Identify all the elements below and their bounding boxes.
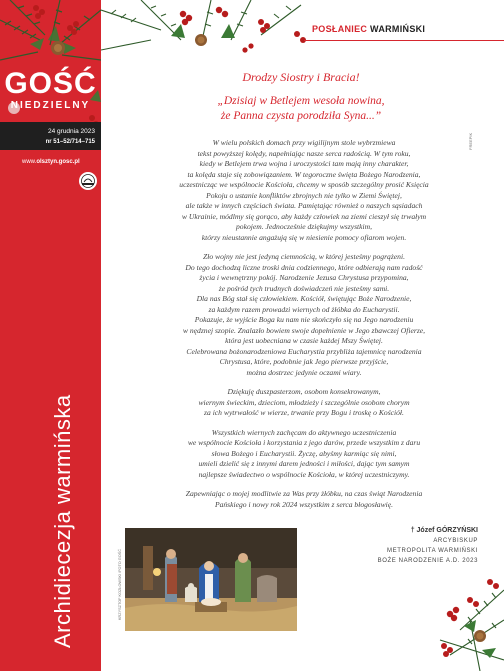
text-line: za każdym razem prowadzi wiernych od żłóbka do Eucharystii. [208,304,400,314]
text-line: wiernym świeckim, dzieciom, młodzieży i szczególnie osobom chorym [198,397,410,407]
text-line: W wielu polskich domach przy wigilijnym stole wybrzmiewa [212,138,396,147]
quote-line: że Panna czysta porodziła Syna...” [220,110,382,122]
text-line: umieli dzielić się z innymi darem jedności i miłości, dając tym samym [198,459,410,468]
publication-name-red: POSŁANIEC [312,24,368,34]
text-line: że pośród tych trudnych doświadczeń nie jesteśmy sami. [218,283,390,293]
signature-name: † Józef GÓRZYŃSKI [410,527,478,534]
text-line: Wszystkich wiernych zachęcam do aktywnego uczestniczenia [211,427,397,437]
text-line: Pokoju o ustanie konfliktów zbrojnych nie tylko w Ziemi Świętej, [206,190,402,200]
paragraph-4 [163,428,445,481]
text-line: Celebrowana bożonarodzeniowa Eucharystia przybliża tajemnicę narodzenia [186,346,422,356]
text-line: Pańskiego i nowy rok 2024 wszystkim z serca błogosławię. [214,499,394,509]
text-line: ta kolęda staje się zobowiązaniem. W tegoroczne święta Bożego Narodzenia, [187,169,421,179]
publication-name [312,24,425,34]
logo-main-text: GOŚĆ [4,67,97,100]
letter-salutation: Drodzy Siostry i Bracia! [242,70,360,84]
website-link[interactable] [22,159,80,165]
paragraph-1 [163,138,445,243]
text-line: Zapewniając o mojej modlitwie za Was przy żłóbku, na czas świąt Narodzenia [185,489,423,498]
text-line: za ich wytrwałość w wierze, trwanie przy Bogu i troskę o Kościół. [204,408,404,417]
publisher-badge-icon [78,171,98,191]
text-line: tekst powyższej kolędy, napełniając nasze serca radością. W tym roku, [197,148,411,158]
text-line: pokojem. Jednocześnie dziękujmy wszystkim, [235,222,373,231]
issue-box [0,122,101,150]
logo-sub-text: NIEDZIELNY [10,100,91,111]
text-line: uczestnicząc we wspólnocie Kościoła, chcemy w sposób szczególny prosić Księcia [179,180,429,189]
paragraph-2 [163,252,445,378]
text-line: która jest uobecniana w czasie każdej Mszy Świętej. [225,336,383,345]
text-line: słowa Bożego i Eucharystii. Życzę, abyśmy karmiąc się nimi, [211,448,397,458]
signature-place-date: BOŻE NARODZENIE A.D. 2023 [377,558,478,564]
issue-number: nr 51–52/714–715 [45,139,95,145]
text-line: we wspólnocie Kościoła i korzystania z jego darów, przede wszystkim z daru [187,438,421,447]
signature-office: METROPOLITA WARMIŃSKI [387,548,478,554]
letter-quote [196,94,406,124]
header-divider [304,40,504,41]
nativity-scene-photo [125,528,297,631]
letter-body [163,138,445,519]
text-line: ale także w innych częściach świata. Pamiętając również o naszych sąsiadach [185,201,423,210]
sidebar [0,0,101,671]
gosc-niedzielny-logo [0,68,101,120]
text-line: najlepsze świadectwo o wspólnocie Kościoła, w której uczestniczymy. [198,469,410,479]
text-line: w Ukrainie, módlmy się gorąco, aby każdy człowiek na ziemi cieszył się trwałym [181,211,427,221]
text-line: kiedy w Betlejem trwa wojna i uroczystości tam mają inny charakter, [199,159,409,168]
text-line: którzy nieustannie angażują się w niesienie pomocy ofiarom wojen. [201,232,407,242]
paragraph-3 [163,387,445,419]
quote-line: „Dzisiaj w Betlejem wesoła nowina, [217,95,385,107]
text-line: Do tego dochodzą liczne troski dnia codziennego, które odbierają nam radość [185,262,423,272]
text-line: Pokazuje, że wyjście Boga ku nam nie skończyło się na Jego narodzeniu [194,315,414,324]
text-line: Dla nas Bóg stał się człowiekiem. Kościół, świętując Boże Narodzenie, [196,294,412,303]
publication-header [304,20,504,40]
text-line: można dostrzec jedynie oczami wiary. [246,367,362,377]
image-credit: FREEPIK [468,132,473,150]
text-line: życia i wewnętrzny pokój. Narodzenie Jezusa Chrystusa przypomina, [199,273,409,282]
christmas-decoration-top [101,0,311,70]
website-name: olsztyn.gosc.pl [36,159,80,165]
issue-date: 24 grudnia 2023 [48,128,95,135]
text-line: w nędznej szopie. Znalazło bowiem swoje dopełnienie w Jego zbawczej Ofierze, [182,325,426,335]
text-line: Zło wojny nie jest jedyną ciemnością, w której jesteśmy pogrążeni. [203,252,405,261]
website-prefix: www. [22,159,37,165]
publication-name-dark: WARMIŃSKI [370,24,426,34]
signature-title: ARCYBISKUP [433,538,478,544]
region-title: Archidiecezja warmińska [50,394,75,648]
christmas-decoration-bottom-right [420,560,504,671]
photo-credit: KRZYSZTOF KOZŁOWSKI /FOTO GOŚĆ [118,549,122,620]
paragraph-5 [163,489,445,510]
text-line: Dziękuję duszpasterzom, osobom konsekrowanym, [227,387,381,396]
text-line: Chrystusa, które, podobnie jak Jego pierwsze przyjście, [219,357,389,366]
